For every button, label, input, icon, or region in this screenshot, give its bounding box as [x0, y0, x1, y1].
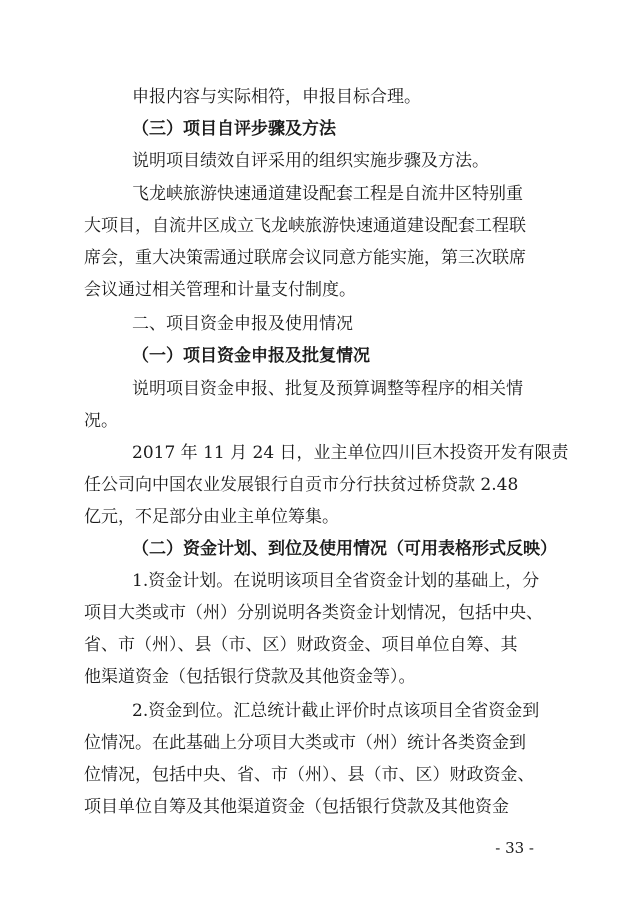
paragraph-line: 2.资金到位。汇总统计截止评价时点该项目全省资金到: [132, 701, 540, 721]
paragraph-line: 申报内容与实际相符，申报目标合理。: [132, 87, 421, 107]
paragraph-line: 况。: [84, 411, 118, 431]
paragraph-line: 飞龙峡旅游快速通道建设配套工程是自流井区特别重: [132, 184, 523, 204]
page-number: - 33 -: [495, 839, 534, 857]
paragraph-line: 说明项目绩效自评采用的组织实施步骤及方法。: [132, 151, 489, 171]
paragraph-line: 会议通过相关管理和计量支付制度。: [84, 280, 356, 300]
paragraph-line: 他渠道资金（包括银行贷款及其他资金等）。: [84, 667, 416, 687]
section-heading: （三）项目自评步骤及方法: [132, 119, 336, 139]
paragraph-line: 2017 年 11 月 24 日，业主单位四川巨木投资开发有限责: [132, 443, 569, 463]
paragraph-line: 任公司向中国农业发展银行自贡市分行扶贫过桥贷款 2.48: [84, 475, 519, 495]
paragraph-line: 大项目，自流井区成立飞龙峡旅游快速通道建设配套工程联: [84, 216, 526, 236]
paragraph-line: 项目单位自筹及其他渠道资金（包括银行贷款及其他资金: [84, 797, 509, 817]
paragraph-line: 1.资金计划。在说明该项目全省资金计划的基础上，分: [132, 571, 540, 591]
chapter-heading: 二、项目资金申报及使用情况: [132, 314, 353, 334]
paragraph-line: 席会，重大决策需通过联席会议同意方能实施，第三次联席: [84, 248, 526, 268]
paragraph-line: 省、市（州）、县（市、区）财政资金、项目单位自筹、其: [84, 635, 518, 655]
paragraph-line: 位情况，包括中央、省、市（州）、县（市、区）财政资金、: [84, 765, 535, 785]
section-heading: （二）资金计划、到位及使用情况（可用表格形式反映）: [132, 539, 557, 559]
paragraph-line: 说明项目资金申报、批复及预算调整等程序的相关情: [132, 379, 523, 399]
paragraph-line: 亿元，不足部分由业主单位筹集。: [84, 507, 339, 527]
paragraph-line: 位情况。在此基础上分项目大类或市（州）统计各类资金到: [84, 733, 526, 753]
section-heading: （一）项目资金申报及批复情况: [132, 346, 370, 366]
paragraph-line: 项目大类或市（州）分别说明各类资金计划情况，包括中央、: [84, 603, 543, 623]
